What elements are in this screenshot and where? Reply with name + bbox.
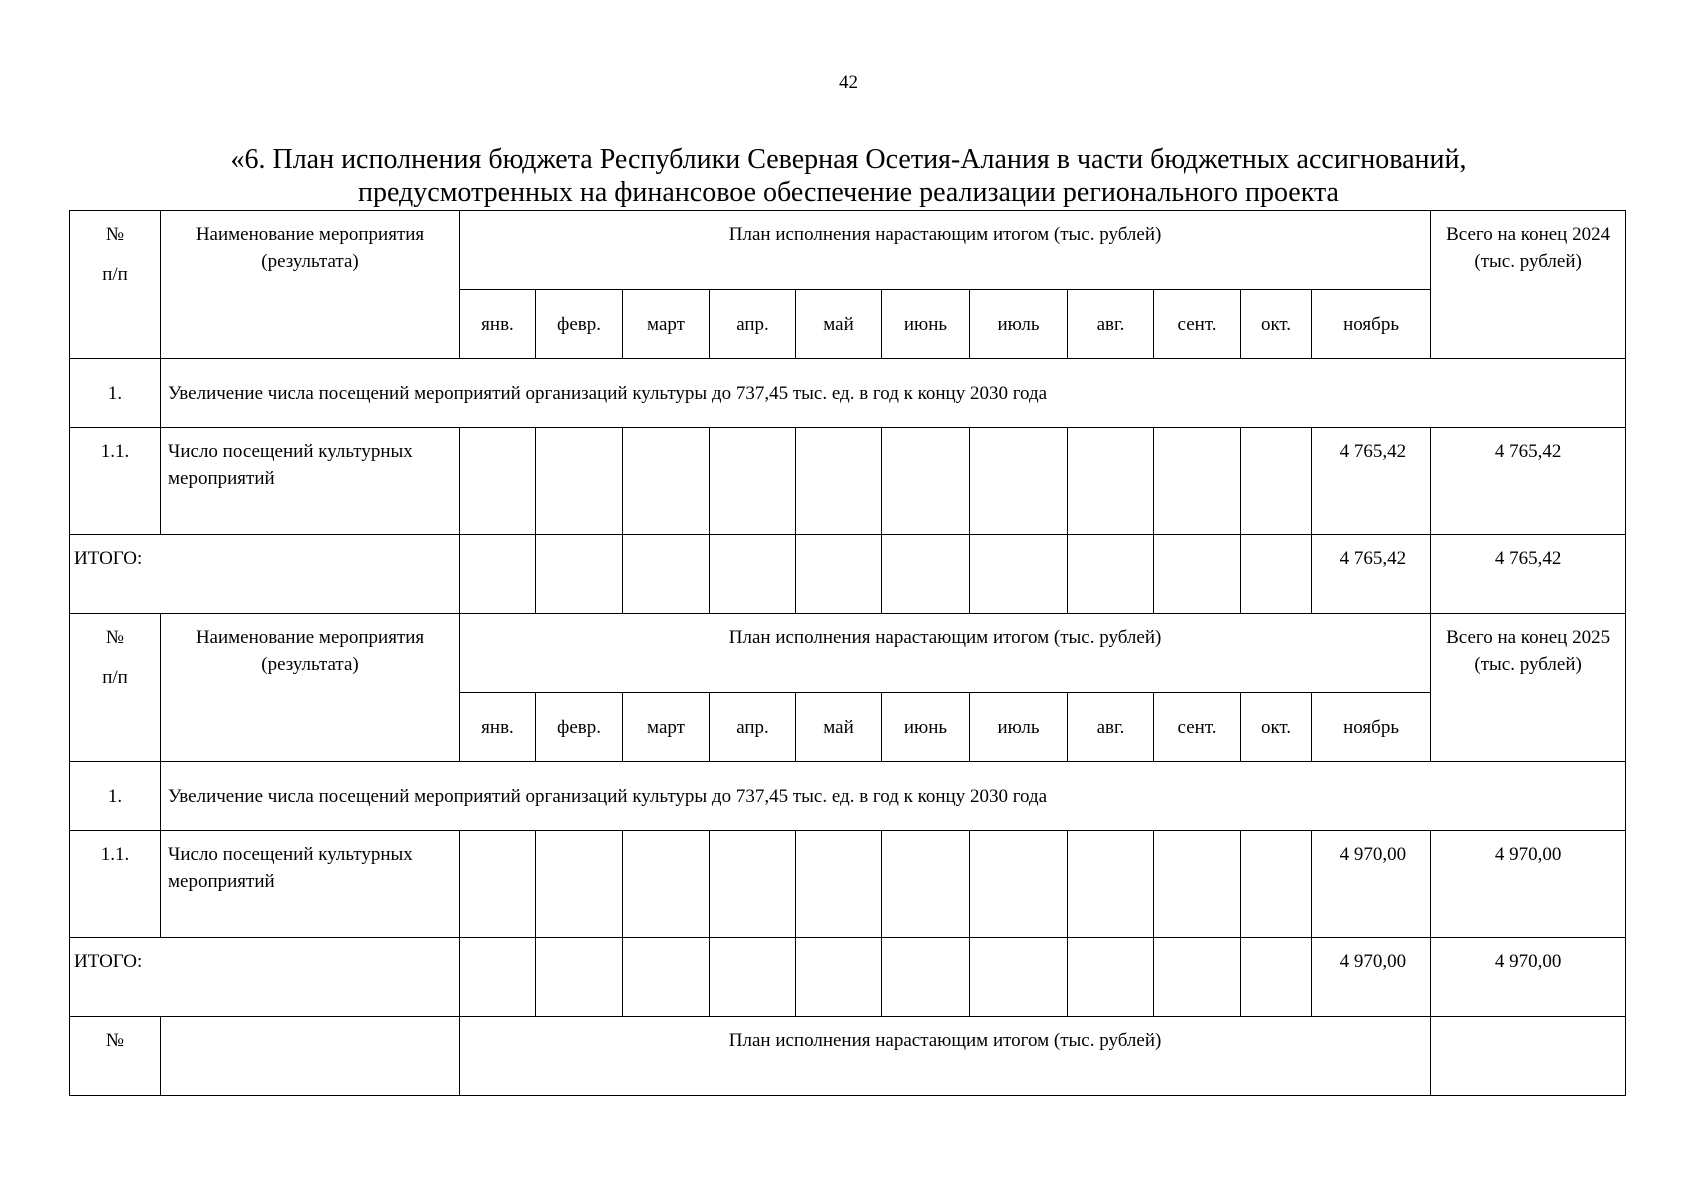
empty-month-cell xyxy=(536,535,623,614)
item-name: Число посещений культурных мероприятий xyxy=(161,428,460,535)
empty-month-cell xyxy=(882,535,970,614)
goal-row xyxy=(70,762,1626,831)
month-header: февр. xyxy=(536,693,623,762)
empty-month-cell xyxy=(460,831,536,938)
header-row xyxy=(70,614,1626,693)
header-plan: План исполнения нарастающим итогом (тыс. рублей) xyxy=(460,614,1431,693)
month-header: авг. xyxy=(1068,693,1154,762)
item-name: Число посещений культурных мероприятий xyxy=(161,831,460,938)
empty-month-cell xyxy=(1241,428,1312,535)
empty-month-cell xyxy=(796,938,882,1017)
empty-month-cell xyxy=(796,535,882,614)
month-header: авг. xyxy=(1068,290,1154,359)
header-num-cell xyxy=(70,211,161,359)
empty-month-cell xyxy=(1241,535,1312,614)
empty-month-cell xyxy=(460,938,536,1017)
header-name: Наименование мероприятия (результата) xyxy=(161,614,460,762)
page-number: 42 xyxy=(839,72,858,93)
empty-month-cell xyxy=(970,428,1068,535)
title-line-2: предусмотренных на финансовое обеспечение реализации регионального проекта xyxy=(358,177,1339,208)
empty-month-cell xyxy=(536,428,623,535)
empty-month-cell xyxy=(1241,938,1312,1017)
empty-month-cell xyxy=(1154,831,1241,938)
item-november-value: 4 970,00 xyxy=(1312,831,1431,938)
empty-month-cell xyxy=(1068,831,1154,938)
empty-month-cell xyxy=(1068,535,1154,614)
empty-month-cell xyxy=(882,831,970,938)
empty-month-cell xyxy=(536,831,623,938)
partial-plan: План исполнения нарастающим итогом (тыс. рублей) xyxy=(460,1017,1431,1096)
item-number: 1.1. xyxy=(70,428,161,535)
month-header: окт. xyxy=(1241,693,1312,762)
empty-month-cell xyxy=(1068,938,1154,1017)
header-total: Всего на конец 2024 (тыс. рублей) xyxy=(1431,211,1626,359)
month-header: июнь xyxy=(882,290,970,359)
header-total: Всего на конец 2025 (тыс. рублей) xyxy=(1431,614,1626,762)
empty-month-cell xyxy=(536,938,623,1017)
goal-row xyxy=(70,359,1626,428)
goal-text: Увеличение числа посещений мероприятий организаций культуры до 737,45 тыс. ед. в год к концу 2030 года xyxy=(161,359,1626,428)
month-header: сент. xyxy=(1154,290,1241,359)
month-header: апр. xyxy=(710,290,796,359)
goal-number: 1. xyxy=(70,762,161,831)
header-plan: План исполнения нарастающим итогом (тыс. рублей) xyxy=(460,211,1431,290)
empty-month-cell xyxy=(710,428,796,535)
empty-month-cell xyxy=(1068,428,1154,535)
title-line-1: «6. План исполнения бюджета Республики Северная Осетия-Алания в части бюджетных ассигнований, xyxy=(230,144,1467,175)
empty-month-cell xyxy=(460,535,536,614)
goal-text: Увеличение числа посещений мероприятий организаций культуры до 737,45 тыс. ед. в год к концу 2030 года xyxy=(161,762,1626,831)
empty-month-cell xyxy=(1241,831,1312,938)
header-num-symbol: № xyxy=(105,627,125,648)
empty-month-cell xyxy=(460,428,536,535)
empty-month-cell xyxy=(882,938,970,1017)
empty-month-cell xyxy=(1154,428,1241,535)
empty-month-cell xyxy=(623,535,710,614)
month-header: янв. xyxy=(460,693,536,762)
header-num-pp: п/п xyxy=(102,667,128,688)
empty-month-cell xyxy=(710,831,796,938)
month-header: март xyxy=(623,290,710,359)
empty-month-cell xyxy=(796,428,882,535)
month-header: май xyxy=(796,693,882,762)
item-total-value: 4 970,00 xyxy=(1431,831,1626,938)
item-row xyxy=(70,831,1626,938)
document-title xyxy=(0,143,1697,209)
empty-month-cell xyxy=(1154,535,1241,614)
goal-number: 1. xyxy=(70,359,161,428)
partial-num: № xyxy=(70,1017,161,1096)
empty-month-cell xyxy=(1154,938,1241,1017)
empty-month-cell xyxy=(710,535,796,614)
itogo-november-value: 4 970,00 xyxy=(1312,938,1431,1017)
partial-total-cell xyxy=(1431,1017,1626,1096)
header-num-pp: п/п xyxy=(102,264,128,285)
empty-month-cell xyxy=(970,831,1068,938)
month-header: ноябрь xyxy=(1312,693,1431,762)
header-num-symbol: № xyxy=(105,224,125,245)
month-header: сент. xyxy=(1154,693,1241,762)
budget-plan-table xyxy=(69,210,1626,1096)
item-number: 1.1. xyxy=(70,831,161,938)
partial-name-cell xyxy=(161,1017,460,1096)
month-header: июль xyxy=(970,693,1068,762)
month-header: февр. xyxy=(536,290,623,359)
partial-header-row xyxy=(70,1017,1626,1096)
empty-month-cell xyxy=(882,428,970,535)
itogo-november-value: 4 765,42 xyxy=(1312,535,1431,614)
month-header: июнь xyxy=(882,693,970,762)
empty-month-cell xyxy=(623,428,710,535)
itogo-total-value: 4 970,00 xyxy=(1431,938,1626,1017)
empty-month-cell xyxy=(623,938,710,1017)
itogo-total-value: 4 765,42 xyxy=(1431,535,1626,614)
itogo-label: ИТОГО: xyxy=(70,535,460,614)
empty-month-cell xyxy=(970,938,1068,1017)
month-header: апр. xyxy=(710,693,796,762)
itogo-row xyxy=(70,535,1626,614)
month-header: окт. xyxy=(1241,290,1312,359)
empty-month-cell xyxy=(970,535,1068,614)
month-header: янв. xyxy=(460,290,536,359)
item-total-value: 4 765,42 xyxy=(1431,428,1626,535)
item-row xyxy=(70,428,1626,535)
itogo-row xyxy=(70,938,1626,1017)
month-header: июль xyxy=(970,290,1068,359)
header-num-cell xyxy=(70,614,161,762)
month-header: март xyxy=(623,693,710,762)
month-header: ноябрь xyxy=(1312,290,1431,359)
header-name: Наименование мероприятия (результата) xyxy=(161,211,460,359)
empty-month-cell xyxy=(796,831,882,938)
item-november-value: 4 765,42 xyxy=(1312,428,1431,535)
month-header: май xyxy=(796,290,882,359)
itogo-label: ИТОГО: xyxy=(70,938,460,1017)
empty-month-cell xyxy=(623,831,710,938)
empty-month-cell xyxy=(710,938,796,1017)
header-row xyxy=(70,211,1626,290)
